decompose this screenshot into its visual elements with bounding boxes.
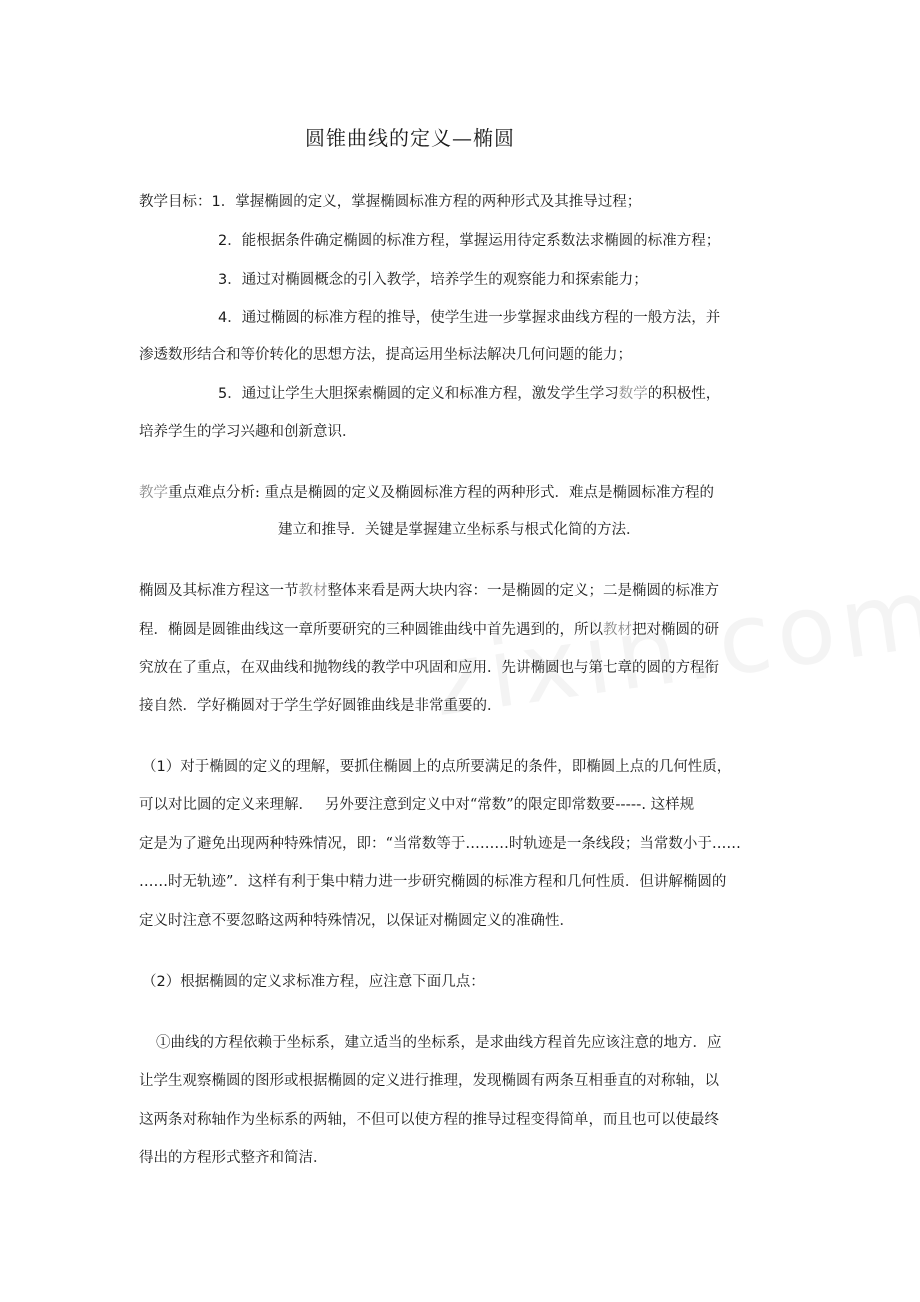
goals-item-5-text-b: 的积极性， — [647, 386, 721, 402]
section-1-blank: …… — [711, 836, 741, 852]
goals-item-2-text: 能根据条件确定椭圆的标准方程，掌握运用待定系数法求椭圆的标准方程； — [241, 233, 721, 249]
keypoints-text-1: 重点是椭圆的定义及椭圆标准方程的两种形式．难点是椭圆标准方程的 — [259, 485, 714, 501]
textbook-link[interactable]: 教材 — [603, 622, 632, 638]
textbook-line-2 — [139, 614, 784, 647]
textbook-line-1 — [139, 575, 784, 608]
goals-item-1-num: 1． — [211, 194, 236, 210]
section-2-num: （2） — [142, 974, 181, 990]
keypoints-label: 重点难点分析: — [168, 485, 260, 501]
section-2-line-1 — [142, 966, 787, 999]
goals-item-4 — [139, 302, 784, 335]
math-link[interactable]: 数学 — [618, 386, 648, 402]
textbook-text: 把对椭圆的研 — [632, 622, 719, 638]
textbook-text: 程．椭圆是圆锥曲线这一章所要研究的三种圆锥曲线中首先遇到的，所以 — [139, 622, 603, 638]
section-1-dashes: ----- — [615, 797, 642, 813]
goals-item-5-cont: 培养学生的学习兴趣和创新意识． — [139, 424, 357, 440]
section-1-text: 时无轨迹”．这样有利于集中精力进一步研究椭圆的标准方程和几何性质．但讲解椭圆的 — [168, 874, 727, 890]
textbook-line-3: 究放在了重点，在双曲线和抛物线的教学中巩固和应用．先讲椭圆也与第七章的圆的方程衔 — [139, 660, 719, 676]
section-2-text: 根据椭圆的定义求标准方程，应注意下面几点： — [180, 974, 485, 990]
textbook-link[interactable]: 教材 — [298, 583, 328, 599]
goals-item-5 — [139, 378, 784, 411]
section-1-line-2 — [139, 789, 784, 822]
goals-item-2-num: 2． — [218, 233, 242, 249]
section-1-blank: ……… — [465, 836, 509, 852]
point-1-line-4: 得出的方程形式整齐和简洁． — [139, 1150, 328, 1166]
page-title: 圆锥曲线的定义—椭圆 — [305, 126, 515, 150]
section-1-text: 对于椭圆的定义的理解，要抓住椭圆上的点所要满足的条件，即椭圆上点的几何性质， — [180, 759, 732, 775]
goals-item-3-num: 3． — [218, 272, 242, 288]
section-1-num: （1） — [142, 759, 181, 775]
goals-item-5-num: 5． — [218, 386, 242, 402]
point-1-line-2: 让学生观察椭圆的图形或根据椭圆的定义进行推理，发现椭圆有两条互相垂直的对称轴，以 — [139, 1073, 719, 1089]
point-1-line-1: ①曲线的方程依赖于坐标系，建立适当的坐标系，是求曲线方程首先应该注意的地方．应 — [156, 1035, 722, 1051]
section-1-text: 可以对比圆的定义来理解． 另外要注意到定义中对“常数”的限定即常数要 — [139, 797, 616, 813]
section-1-line-3 — [139, 828, 784, 861]
section-1-text: 时轨迹是一条线段；当常数小于 — [508, 836, 712, 852]
section-1-blank: …… — [139, 874, 168, 890]
textbook-line-4: 接自然．学好椭圆对于学生学好圆锥曲线是非常重要的． — [139, 698, 502, 714]
goals-item-4-text: 通过椭圆的标准方程的推导，使学生进一步掌握求曲线方程的一般方法，并 — [241, 310, 721, 326]
teaching-link[interactable]: 教学 — [139, 485, 168, 501]
keypoints-line-1 — [139, 477, 784, 510]
section-1-line-5: 定义时注意不要忽略这两种特殊情况，以保证对椭圆定义的准确性． — [139, 913, 574, 929]
section-1-text: 定是为了避免出现两种特殊情况，即：“当常数等于 — [139, 836, 466, 852]
section-1-line-4 — [139, 866, 784, 899]
textbook-text: 整体来看是两大块内容：一是椭圆的定义；二是椭圆的标准方 — [327, 583, 719, 599]
goals-item-2 — [139, 225, 784, 258]
keypoints-line-2: 建立和推导．关键是掌握建立坐标系与根式化简的方法． — [278, 522, 641, 538]
textbook-text: 椭圆及其标准方程这一节 — [139, 583, 299, 599]
goals-item-3-text: 通过对椭圆概念的引入教学，培养学生的观察能力和探索能力； — [241, 272, 648, 288]
goals-item-3 — [139, 264, 784, 297]
goals-item-5-text-a: 通过让学生大胆探索椭圆的定义和标准方程，激发学生学习 — [241, 386, 619, 402]
goals-label: 教学目标： — [139, 194, 212, 210]
goals-item-1-text: 掌握椭圆的定义，掌握椭圆标准方程的两种形式及其推导过程； — [235, 194, 642, 210]
goals-item-4-cont: 渗透数形结合和等价转化的思想方法，提高运用坐标法解决几何问题的能力； — [139, 347, 632, 363]
section-1-line-1 — [142, 751, 787, 784]
goals-item-1 — [139, 186, 784, 219]
goals-item-4-num: 4． — [218, 310, 242, 326]
point-1-line-3: 这两条对称轴作为坐标系的两轴，不但可以使方程的推导过程变得简单，而且也可以使最终 — [139, 1112, 719, 1128]
section-1-text: . 这样规 — [641, 797, 695, 813]
